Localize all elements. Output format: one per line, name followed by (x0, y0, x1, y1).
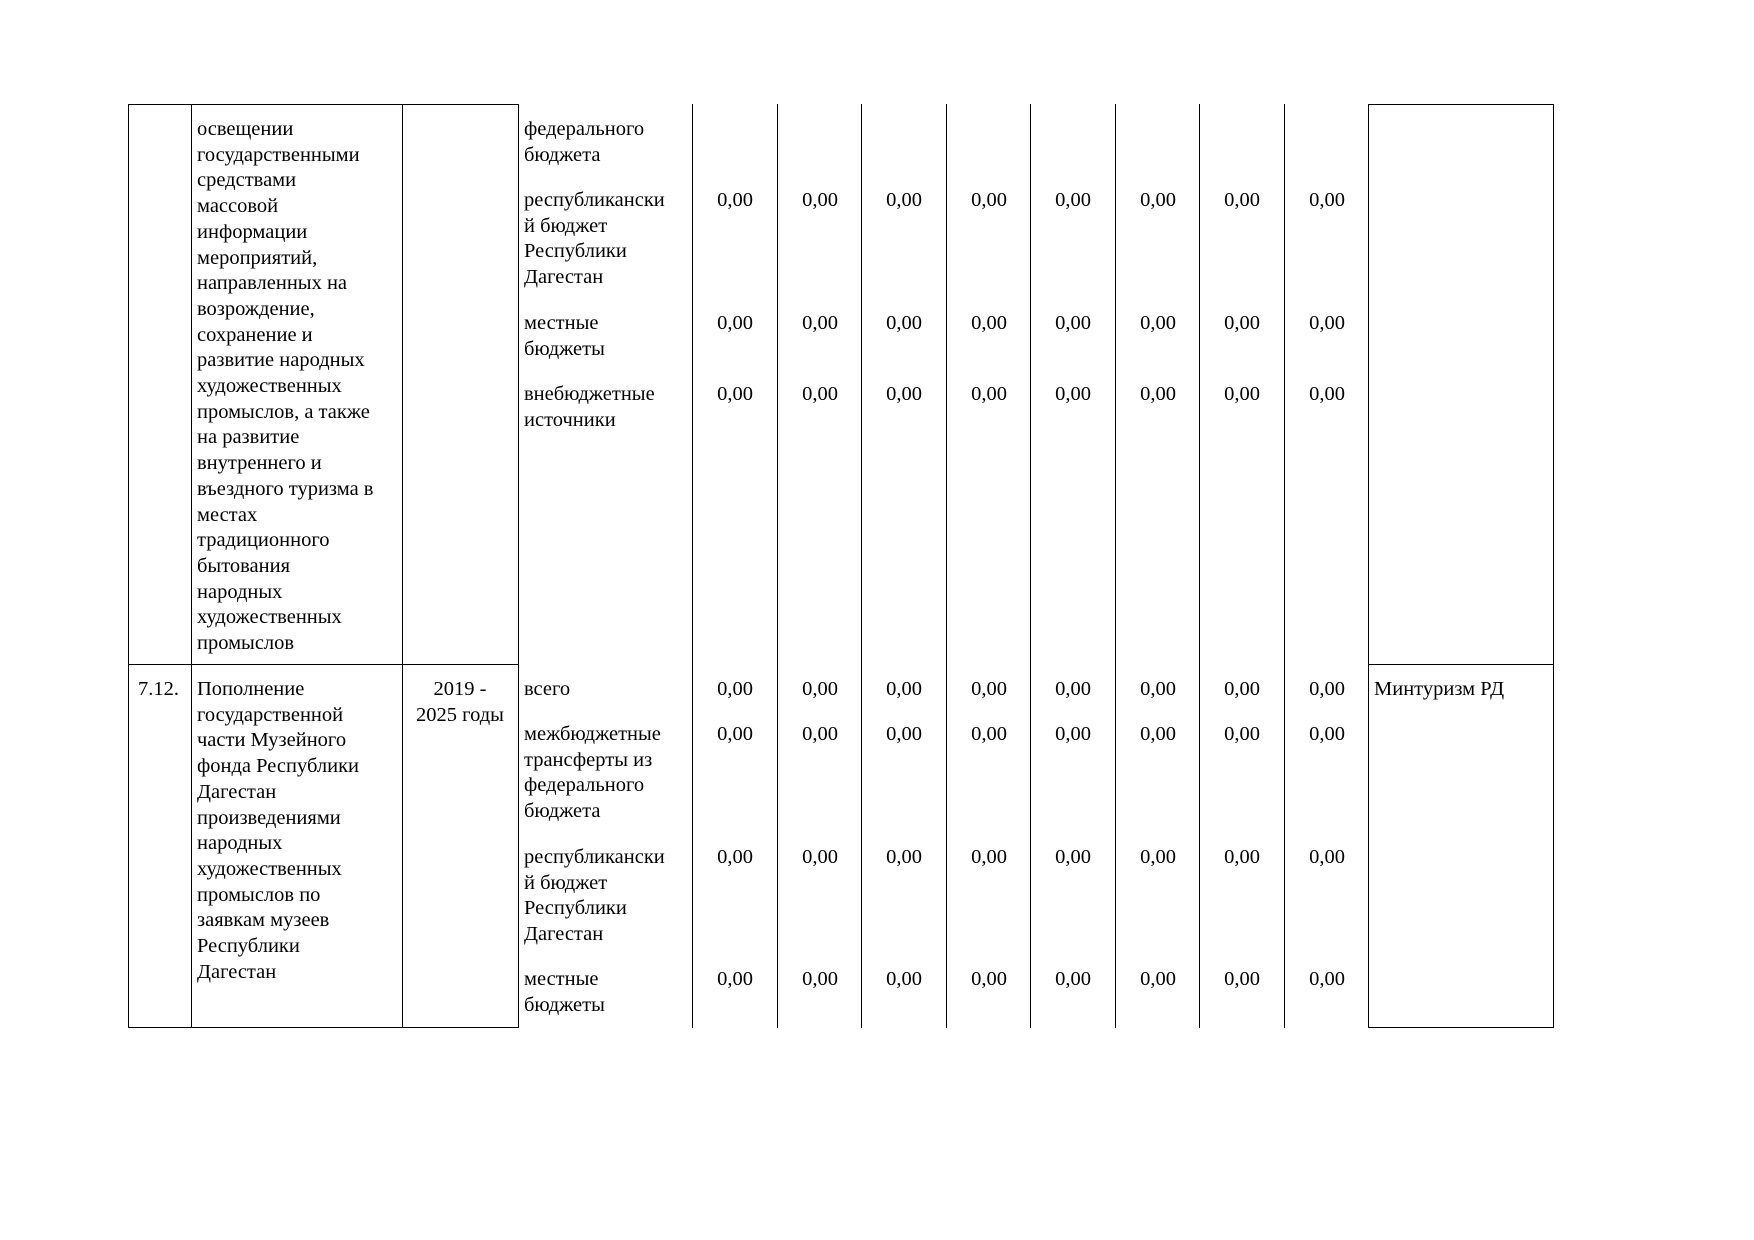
funding-value: 0,00 (1055, 846, 1091, 868)
funding-value: 0,00 (1224, 189, 1260, 211)
funding-value: 0,00 (1055, 968, 1091, 990)
funding-value: 0,00 (1140, 383, 1176, 405)
funding-value: 0,00 (1309, 383, 1345, 405)
funding-value: 0,00 (802, 723, 838, 745)
funding-source-label: местные бюджеты (524, 968, 605, 1016)
activity-name-cell: освещении государственными средствами массовой информации мероприятий, направленных на возрождение, сохранение и развитие народных художественных промыслов, а также на развитие внутреннего и въездного туризма в местах традиционного бытования народных художественных промыслов (197, 118, 374, 655)
period-cell: 2019 - 2025 годы (416, 678, 504, 726)
funding-value: 0,00 (971, 678, 1007, 700)
funding-value: 0,00 (1055, 189, 1091, 211)
funding-source-label: местные бюджеты (524, 312, 605, 360)
funding-value: 0,00 (1140, 723, 1176, 745)
funding-value: 0,00 (1309, 723, 1345, 745)
funding-value: 0,00 (717, 723, 753, 745)
funding-value: 0,00 (886, 846, 922, 868)
funding-value: 0,00 (717, 312, 753, 334)
funding-value: 0,00 (1224, 678, 1260, 700)
funding-value: 0,00 (1224, 383, 1260, 405)
funding-value: 0,00 (717, 846, 753, 868)
column-divider (402, 104, 403, 1028)
column-divider (191, 104, 192, 1028)
funding-source-label: республикански й бюджет Республики Дагестан (524, 846, 665, 946)
funding-value: 0,00 (1309, 312, 1345, 334)
column-divider (1284, 104, 1285, 1028)
row-divider (1368, 664, 1554, 665)
funding-value: 0,00 (1055, 678, 1091, 700)
funding-value: 0,00 (971, 968, 1007, 990)
row-divider (128, 664, 519, 665)
funding-value: 0,00 (717, 968, 753, 990)
funding-value: 0,00 (886, 312, 922, 334)
funding-value: 0,00 (886, 723, 922, 745)
column-divider (1030, 104, 1031, 1028)
funding-value: 0,00 (886, 968, 922, 990)
funding-value: 0,00 (1140, 678, 1176, 700)
funding-value: 0,00 (802, 968, 838, 990)
funding-value: 0,00 (1055, 312, 1091, 334)
column-divider (692, 104, 693, 1028)
funding-value: 0,00 (971, 723, 1007, 745)
funding-value: 0,00 (1055, 723, 1091, 745)
table-border-right (1553, 104, 1554, 1028)
funding-value: 0,00 (802, 846, 838, 868)
row-number: 7.12. (138, 678, 179, 700)
funding-value: 0,00 (1309, 678, 1345, 700)
funding-source-label: межбюджетные трансферты из федерального бюджета (524, 723, 661, 823)
funding-value: 0,00 (802, 189, 838, 211)
column-divider (777, 104, 778, 1028)
activity-name-cell: Пополнение государственной части Музейного фонда Республики Дагестан произведениями народных художественных промыслов по заявкам музеев Республики Дагестан (197, 678, 359, 983)
funding-value: 0,00 (802, 678, 838, 700)
column-divider (1368, 104, 1369, 1028)
column-divider (1199, 104, 1200, 1028)
funding-value: 0,00 (971, 312, 1007, 334)
funding-value: 0,00 (1224, 723, 1260, 745)
funding-value: 0,00 (717, 189, 753, 211)
funding-value: 0,00 (1224, 312, 1260, 334)
funding-value: 0,00 (886, 189, 922, 211)
row-divider (128, 104, 519, 105)
funding-source-label: внебюджетные источники (524, 383, 655, 431)
column-divider (946, 104, 947, 1028)
funding-value: 0,00 (971, 846, 1007, 868)
column-divider (861, 104, 862, 1028)
funding-value: 0,00 (802, 312, 838, 334)
funding-value: 0,00 (971, 383, 1007, 405)
table-border-left (128, 104, 129, 1028)
executor-cell: Минтуризм РД (1374, 678, 1505, 700)
funding-source-label: федерального бюджета (524, 118, 645, 166)
column-divider (1115, 104, 1116, 1028)
funding-value: 0,00 (1224, 968, 1260, 990)
funding-value: 0,00 (802, 383, 838, 405)
funding-value: 0,00 (1140, 189, 1176, 211)
funding-value: 0,00 (886, 383, 922, 405)
funding-value: 0,00 (1140, 846, 1176, 868)
funding-value: 0,00 (1140, 968, 1176, 990)
funding-value: 0,00 (1309, 189, 1345, 211)
funding-source-label: всего (524, 678, 571, 700)
funding-value: 0,00 (717, 383, 753, 405)
funding-value: 0,00 (971, 189, 1007, 211)
funding-value: 0,00 (1309, 968, 1345, 990)
funding-value: 0,00 (717, 678, 753, 700)
column-divider (518, 104, 519, 1028)
row-divider (1368, 1027, 1554, 1028)
funding-value: 0,00 (1140, 312, 1176, 334)
funding-value: 0,00 (1309, 846, 1345, 868)
funding-value: 0,00 (1055, 383, 1091, 405)
row-divider (1368, 104, 1554, 105)
row-divider (128, 1027, 519, 1028)
funding-value: 0,00 (886, 678, 922, 700)
funding-value: 0,00 (1224, 846, 1260, 868)
funding-source-label: республикански й бюджет Республики Дагестан (524, 189, 665, 289)
